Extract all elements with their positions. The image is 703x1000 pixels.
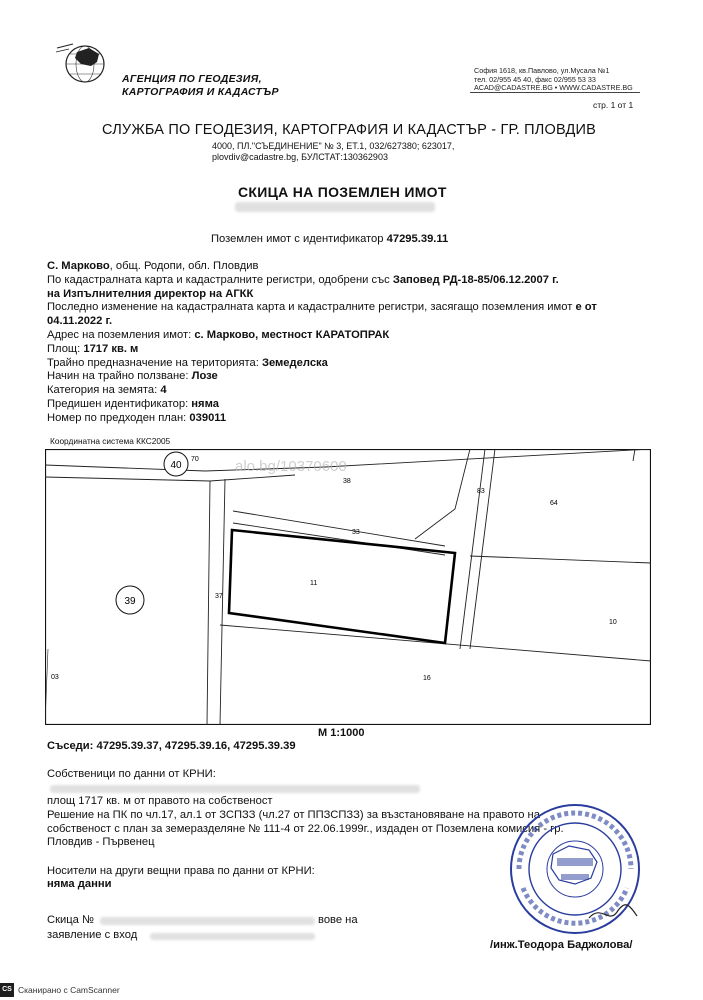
owners-label: Собственици по данни от КРНИ: [47,768,216,780]
details-block [47,260,597,426]
label-11: 11 [310,580,318,587]
service-title: СЛУЖБА ПО ГЕОДЕЗИЯ, КАРТОГРАФИЯ И КАДАСТЪР - ГР. ПЛОВДИВ [102,122,597,138]
agency-address-line2: тел. 02/955 45 40, факс 02/955 53 33 [474,74,596,84]
redacted-owner [50,785,420,793]
prev-id-line [47,398,597,412]
label-64: 64 [550,500,558,507]
agency-address-line1: София 1618, кв.Павлово, ул.Мусала №1 [474,66,610,75]
owners-block [47,795,564,850]
address-line [47,329,597,343]
header-divider [470,92,640,93]
location-rest: , общ. Родопи, обл. Пловдив [109,260,259,272]
last-change-line [47,301,597,315]
owners-decision-3: Пловдив - Първенец [47,836,155,849]
purpose-value: Земеделска [261,356,328,369]
map-basis-line [47,274,597,288]
page-number: стр. 1 от 1 [593,100,634,110]
other-rights-value: няма данни [47,878,112,890]
signatory: /инж.Теодора Баджолова/ [490,939,633,951]
label-70: 70 [191,456,199,463]
identifier-label: Поземлен имот с идентификатор [211,233,384,245]
owners-decision-2: собственост с план за земеразделяне № 111-4 от 22.06.1999г., издаден от Поземлена комисия - гр. [47,822,564,835]
redacted-number [235,202,435,212]
agency-address [474,67,633,93]
usage-value: Лозе [191,370,218,383]
label-40: 40 [170,460,182,471]
owners-share: площ 1717 кв. м от правото на собственост [47,795,273,807]
redacted-request [150,933,315,940]
other-rights-label: Носители на други вещни права по данни от КРНИ: [47,865,315,877]
area-value: 1717 кв. м [83,342,139,355]
prev-plan-value: 039011 [189,411,227,424]
cadastral-map [45,449,651,725]
document-title: СКИЦА НА ПОЗЕМЛЕН ИМОТ [238,184,447,200]
last-change-date-a: е от [575,301,597,314]
camscanner-badge: CS [0,983,14,997]
label-16: 16 [423,675,431,682]
sketch-prefix: Скица № [47,914,94,926]
prev-plan-line [47,412,597,426]
owners-decision-1: Решение на ПК по чл.17, ал.1 от ЗСПЗЗ (чл.27 от ППЗСПЗЗ) за възстановяване на правото на [47,808,540,821]
camscanner-label: Сканирано с CamScanner [18,985,120,995]
prev-plan-label: Номер по предходен план: [47,411,190,424]
purpose-label: Трайно предназначение на територията: [47,356,262,369]
sketch-line [47,914,94,928]
category-label: Категория на земята: [47,384,161,397]
globe-icon [55,40,115,86]
map-basis-authority: на Изпълнителния директор на АГКК [47,287,254,300]
label-38: 38 [343,478,351,485]
location-prefix: С. Марково [47,260,110,272]
label-10: 10 [609,619,617,626]
identifier-line [211,233,448,247]
label-39: 39 [124,596,136,607]
usage-line [47,370,597,384]
label-33: 33 [352,529,360,536]
map-basis-text: По кадастралната карта и кадастралните регистри, одобрени със [47,273,393,286]
redacted-sketch-number [100,917,315,925]
official-stamp [505,800,645,938]
sketch-suffix: вове на [318,914,358,926]
map-scale: М 1:1000 [318,727,365,739]
usage-label: Начин на трайно ползване: [47,370,192,383]
map-basis-order: Заповед РД-18-85/06.12.2007 г. [392,273,559,286]
service-address [212,141,454,163]
last-change-text: Последно изменение на кадастралната карта и кадастралните регистри, засягащо поземления имот [47,301,576,314]
agency-address-line3: ACAD@CADASTRE.BG • WWW.CADASTRE.BG [474,83,633,93]
label-03: 03 [51,674,59,681]
agency-name-line2: КАРТОГРАФИЯ И КАДАСТЪР [122,86,279,98]
category-line [47,384,597,398]
neighbors-value: 47295.39.37, 47295.39.16, 47295.39.39 [96,740,296,752]
agency-name-line1: АГЕНЦИЯ ПО ГЕОДЕЗИЯ, [122,73,262,85]
location-line [47,260,597,274]
category-value: 4 [160,384,167,397]
area-line [47,343,597,357]
agency-logo [55,40,115,86]
label-37: 37 [215,593,223,600]
area-label: Площ: [47,342,84,355]
request-prefix: заявление с вход [47,929,138,941]
address-label: Адрес на поземления имот: [47,328,195,341]
service-address-line2: plovdiv@cadastre.bg, БУЛСТАТ:130362903 [212,152,388,162]
neighbors-line [47,740,296,754]
stamp-icon [505,800,645,938]
neighbors-label: Съседи: [47,740,97,752]
identifier-value: 47295.39.11 [386,233,449,245]
address-value: с. Марково, местност КАРАТОПРАК [194,328,390,341]
last-change-date: 04.11.2022 г. [47,315,113,328]
prev-id-value: няма [191,397,219,410]
service-address-line1: 4000, ПЛ."СЪЕДИНЕНИЕ" № 3, ЕТ.1, 032/627380; 623017, [212,141,455,151]
coord-system: Координатна система ККС2005 [50,436,171,446]
label-83: 83 [477,488,485,495]
prev-id-label: Предишен идентификатор: [47,397,192,410]
purpose-line [47,357,597,371]
watermark: alo.bg/10370600 [235,458,347,475]
